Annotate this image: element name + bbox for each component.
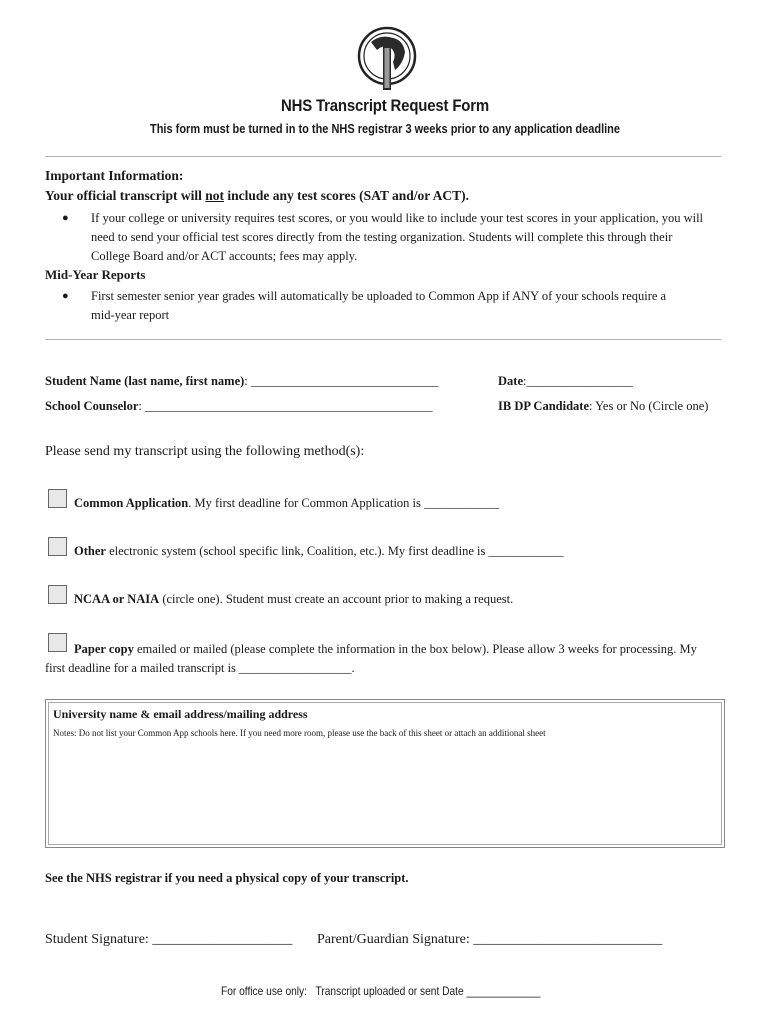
parent-signature-field[interactable]: Parent/Guardian Signature: ___________________________ [317,932,663,947]
ncaa-checkbox[interactable] [48,585,67,604]
other-system-option: Other electronic system (school specific link, Coalition, etc.). My first deadline is ____________ [74,544,564,558]
bullet-dot-icon: ● [62,212,69,224]
bullet-test-scores: If your college or university requires test scores, or you would like to include your test scores in your application, you will need to send your official test scores directly from the testing organization. Students will complete this through their College Board and/or ACT accounts; fees may apply. [91,211,704,263]
student-name-field[interactable]: Student Name (last name, first name): ______________________________ [45,374,439,388]
registrar-note: See the NHS registrar if you need a physical copy of your transcript. [45,871,409,885]
midyear-heading: Mid-Year Reports [45,267,146,282]
student-signature-field[interactable]: Student Signature: ____________________ [45,932,293,947]
counselor-field[interactable]: School Counselor: ______________________________________________ [45,399,433,413]
emphasis-not: not [205,188,224,203]
divider-middle [45,339,721,340]
page-subtitle: This form must be turned in to the NHS registrar 3 weeks prior to any application deadline [149,122,621,136]
paper-copy-checkbox[interactable] [48,633,67,652]
transcript-note: Your official transcript will not include any test scores (SAT and/or ACT). [45,188,470,203]
common-app-checkbox[interactable] [48,489,67,508]
bullet-dot-icon: ● [62,290,69,302]
paper-copy-option: Paper copy emailed or mailed (please complete the information in the box below). Please allow 3 weeks for processing. My [74,642,697,656]
address-box[interactable] [45,699,725,848]
common-app-option: Common Application. My first deadline for Common Application is ____________ [74,496,500,510]
school-crest-logo-icon [357,26,417,92]
ib-candidate-field[interactable]: IB DP Candidate: Yes or No (Circle one) [498,399,709,413]
address-box-notes: Notes: Do not list your Common App schools here. If you need more room, please use the back of this sheet or attach an additional sheet [53,728,546,738]
divider-top [45,156,721,157]
address-box-heading: University name & email address/mailing address [53,707,308,721]
methods-prompt: Please send my transcript using the following method(s): [45,444,365,459]
bullet-midyear: First semester senior year grades will automatically be uploaded to Common App if ANY of your schools require a mid-year report [91,289,667,322]
page-title: NHS Transcript Request Form [280,96,490,115]
other-system-checkbox[interactable] [48,537,67,556]
ncaa-option: NCAA or NAIA (circle one). Student must create an account prior to making a request. [74,592,514,606]
date-field[interactable]: Date:_________________ [498,374,633,388]
office-use-line: For office use only: Transcript uploaded or sent Date _____________ [221,984,541,998]
important-heading: Important Information: [45,168,184,183]
paper-copy-deadline: first deadline for a mailed transcript is __________________. [45,661,355,675]
